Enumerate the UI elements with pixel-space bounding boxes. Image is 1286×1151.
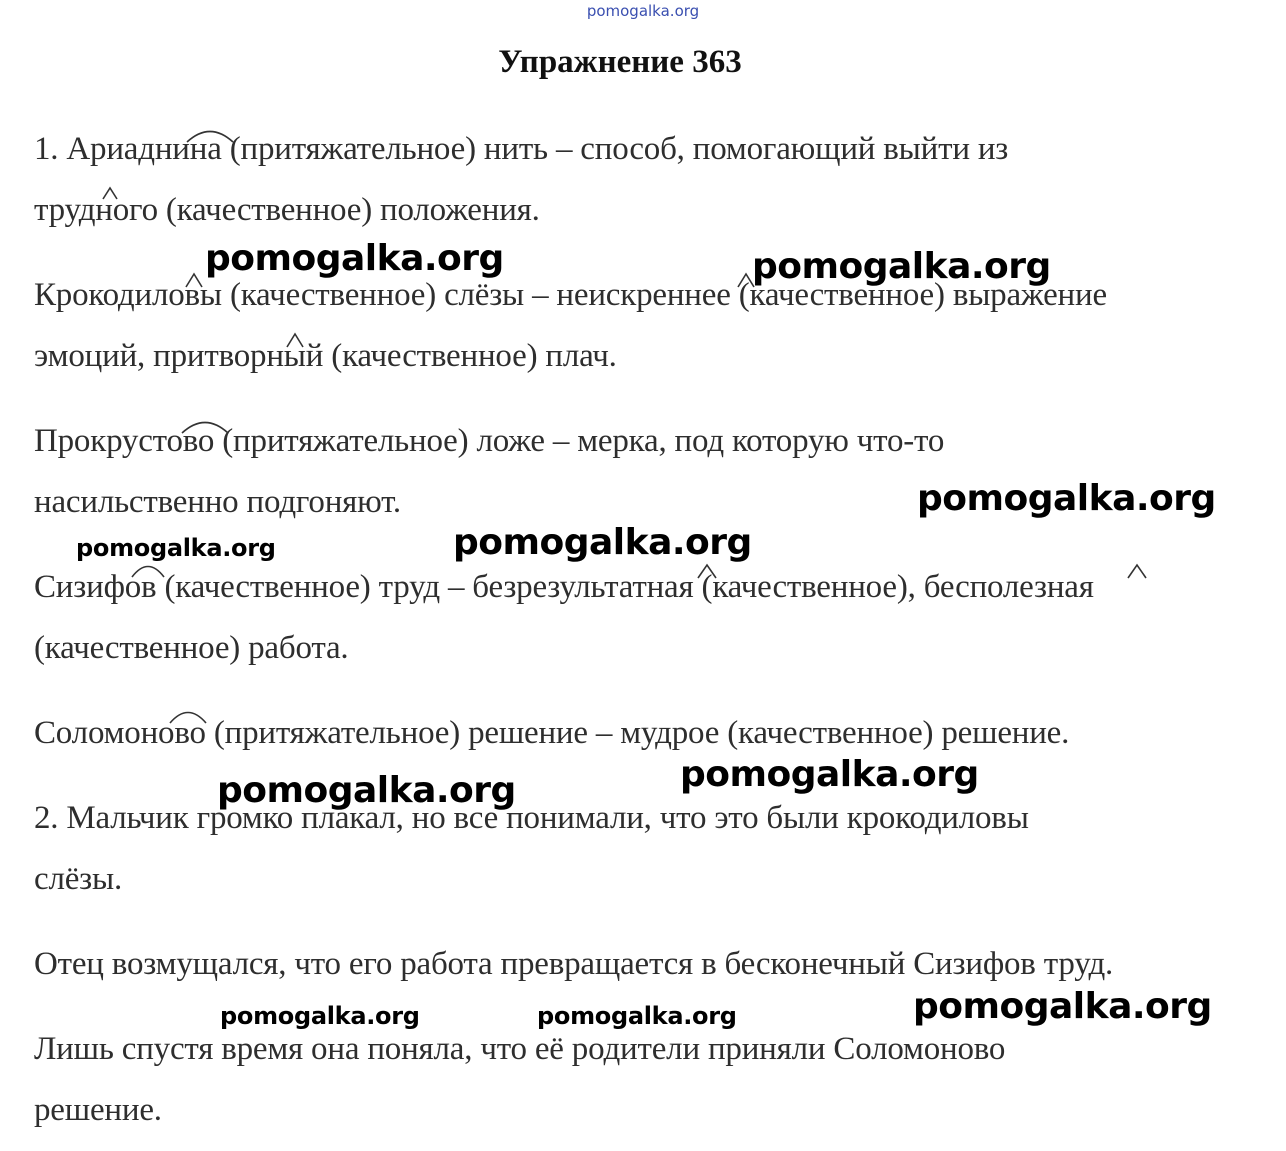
suffix-mark bbox=[130, 562, 166, 578]
suffix-mark bbox=[168, 708, 208, 724]
watermark: pomogalka.org bbox=[220, 1002, 420, 1030]
watermark: pomogalka.org bbox=[205, 238, 504, 279]
watermark: pomogalka.org bbox=[217, 770, 516, 811]
watermark: pomogalka.org bbox=[453, 522, 752, 563]
text-line: Лишь спустя время она поняла, что её родители приняли Соломоново bbox=[34, 1031, 1006, 1067]
watermark: pomogalka.org bbox=[680, 754, 979, 795]
suffix-mark bbox=[180, 418, 230, 434]
page-title: Упражнение 363 bbox=[498, 44, 742, 80]
text-line: трудного (качественное) положения. bbox=[34, 192, 540, 228]
text-line: Крокодиловы (качественное) слёзы – неискреннее (качественное) выражение bbox=[34, 277, 1107, 313]
watermark: pomogalka.org bbox=[76, 534, 276, 562]
text-line: Соломоново (притяжательное) решение – мудрое (качественное) решение. bbox=[34, 715, 1070, 751]
text-line: 2. Мальчик громко плакал, но все понимали, что это были крокодиловы bbox=[34, 800, 1029, 836]
site-header-link[interactable]: pomogalka.org bbox=[586, 2, 700, 20]
text-line: решение. bbox=[34, 1092, 162, 1128]
watermark: pomogalka.org bbox=[917, 478, 1216, 519]
suffix-mark bbox=[101, 186, 119, 200]
watermark: pomogalka.org bbox=[537, 1002, 737, 1030]
text-line: Отец возмущался, что его работа превращается в бесконечный Сизифов труд. bbox=[34, 946, 1114, 982]
text-line: слёзы. bbox=[34, 861, 123, 897]
text-line: эмоций, притворный (качественное) плач. bbox=[34, 338, 617, 374]
watermark: pomogalka.org bbox=[752, 246, 1051, 287]
suffix-mark bbox=[285, 332, 305, 348]
suffix-mark bbox=[696, 563, 718, 579]
suffix-mark bbox=[184, 272, 204, 288]
watermark: pomogalka.org bbox=[913, 986, 1212, 1027]
text-line: (качественное) работа. bbox=[34, 630, 349, 666]
text-line: насильственно подгоняют. bbox=[34, 484, 401, 520]
suffix-mark bbox=[185, 127, 235, 143]
text-line: Сизифов (качественное) труд – безрезультатная (качественное), бесполезная bbox=[34, 569, 1094, 605]
suffix-mark bbox=[1126, 563, 1148, 579]
text-line: 1. Ариаднина (притяжательное) нить – способ, помогающий выйти из bbox=[34, 131, 1009, 167]
text-line: Прокрустово (притяжательное) ложе – мерка, под которую что-то bbox=[34, 423, 945, 459]
